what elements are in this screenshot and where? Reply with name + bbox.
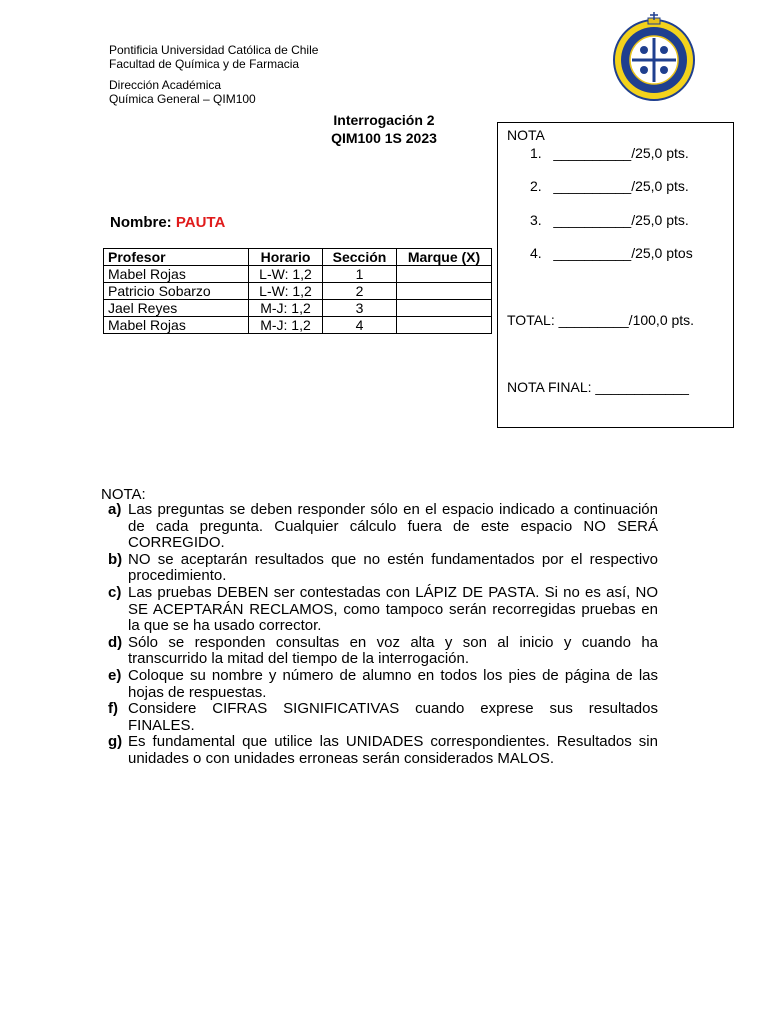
cell-seccion: 4	[323, 317, 397, 334]
grade-item-3[interactable]: 3. __________/25,0 pts.	[530, 212, 689, 228]
cell-marque[interactable]	[397, 283, 492, 300]
cell-marque[interactable]	[397, 266, 492, 283]
cell-marque[interactable]	[397, 317, 492, 334]
notes-title: NOTA:	[101, 486, 146, 503]
cell-horario: M-J: 1,2	[249, 300, 323, 317]
item-text: Las preguntas se deben responder sólo en el espacio indicado a continuación de cada pregunta. Cualquier cálculo fuera de este espacio NO SERÁ CORREGIDO.	[128, 501, 658, 552]
university-name: Pontificia Universidad Católica de Chile	[109, 43, 319, 57]
list-item	[100, 585, 658, 635]
table-row	[104, 266, 492, 283]
student-name	[110, 214, 225, 231]
grade-total[interactable]: TOTAL: _________/100,0 pts.	[507, 312, 695, 328]
cell-marque[interactable]	[397, 300, 492, 317]
item-text: Coloque su nombre y número de alumno en todos los pies de página de las hojas de respuestas.	[128, 666, 658, 701]
item-text: Las pruebas DEBEN ser contestadas con LÁPIZ DE PASTA. Si no es así, NO SE ACEPTARÁN RECLAMOS, como tampoco serán recorregidas pruebas en la que se ha usado corrector.	[128, 583, 658, 635]
item-letter: a)	[108, 501, 122, 518]
list-item	[100, 502, 658, 552]
cell-horario: L-W: 1,2	[249, 266, 323, 283]
cell-profesor: Mabel Rojas	[104, 266, 249, 283]
item-letter: d)	[108, 633, 123, 651]
cell-seccion: 2	[323, 283, 397, 300]
faculty-name: Facultad de Química y de Farmacia	[109, 57, 300, 71]
cell-horario: L-W: 1,2	[249, 283, 323, 300]
grade-box-title: NOTA	[507, 127, 545, 143]
name-value: PAUTA	[175, 214, 226, 231]
grade-item-1[interactable]: 1. __________/25,0 pts.	[530, 145, 689, 161]
sections-table	[103, 248, 492, 334]
cell-profesor: Jael Reyes	[104, 300, 249, 317]
exam-title: Interrogación 2	[333, 112, 435, 128]
exam-subtitle: QIM100 1S 2023	[331, 130, 437, 146]
table-row	[104, 300, 492, 317]
list-item	[100, 552, 658, 585]
notes-list	[100, 502, 658, 768]
list-item	[100, 668, 658, 701]
name-label: Nombre:	[110, 214, 172, 231]
item-letter: c)	[108, 583, 122, 601]
list-item	[100, 701, 658, 734]
cell-seccion: 3	[323, 300, 397, 317]
table-header-row	[104, 249, 492, 266]
col-header-profesor: Profesor	[104, 249, 249, 266]
item-text: Considere CIFRAS SIGNIFICATIVAS cuando exprese sus resultados FINALES.	[128, 700, 658, 734]
table-row	[104, 317, 492, 334]
cell-profesor: Patricio Sobarzo	[104, 283, 249, 300]
university-seal-logo	[609, 10, 699, 102]
item-text: NO se aceptarán resultados que no estén fundamentados por el respectivo procedimiento.	[128, 550, 658, 585]
grade-box	[497, 122, 734, 428]
academic-direction: Dirección Académica	[109, 78, 222, 92]
item-letter: b)	[108, 550, 123, 568]
list-item	[100, 734, 658, 767]
grade-item-2[interactable]: 2. __________/25,0 pts.	[530, 178, 689, 194]
list-item	[100, 635, 658, 668]
item-text: Sólo se responden consultas en voz alta y son al inicio y cuando ha transcurrido la mitad del tiempo de la interrogación.	[128, 633, 658, 668]
cell-profesor: Mabel Rojas	[104, 317, 249, 334]
course-name: Química General – QIM100	[109, 92, 256, 106]
item-letter: g)	[108, 733, 123, 751]
item-letter: f)	[108, 700, 118, 718]
cell-horario: M-J: 1,2	[249, 317, 323, 334]
item-text: Es fundamental que utilice las UNIDADES correspondientes. Resultados sin unidades o con unidades erroneas serán considerados MALOS.	[128, 733, 658, 767]
grade-final[interactable]: NOTA FINAL: ____________	[507, 379, 689, 395]
cell-seccion: 1	[323, 266, 397, 283]
col-header-horario: Horario	[249, 249, 323, 266]
col-header-marque: Marque (X)	[397, 249, 492, 266]
item-letter: e)	[108, 666, 122, 684]
col-header-seccion: Sección	[323, 249, 397, 266]
grade-item-4[interactable]: 4. __________/25,0 ptos	[530, 245, 693, 261]
table-row	[104, 283, 492, 300]
